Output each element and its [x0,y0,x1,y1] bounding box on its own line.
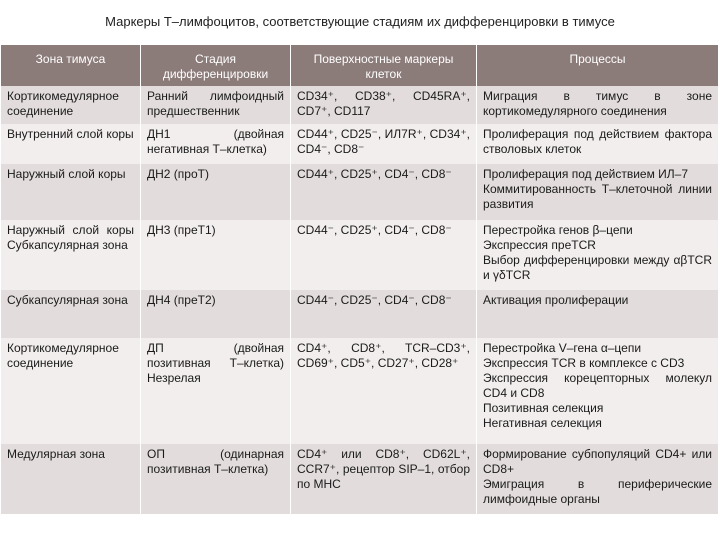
cell-stage: ДП (двойная позитивная Т–клетка) Незрелая [141,338,291,444]
cell-stage: ДН2 (проТ) [141,164,291,220]
process-line: Миграция в тимус в зоне кортикомедулярного соединения [483,89,712,118]
process-line: Активация пролиферации [483,293,629,307]
cell-zone: Наружный слой коры Субкапсулярная зона [1,220,141,290]
process-line: Коммитированность Т–клеточной линии развития [483,182,712,211]
cell-markers: CD44⁺, CD25⁺, CD4⁻, CD8⁻ [291,164,477,220]
process-line: Пролиферация под действием ИЛ–7 [483,167,689,181]
cell-zone: Наружный слой коры [1,164,141,220]
table-row [1,444,719,514]
header-stage: Стадия дифференцировки [141,45,291,86]
cell-processes [477,164,719,220]
process-line: Пролиферация под действием фактора стволовых клеток [483,127,712,156]
process-line: Эмиграция в периферические лимфоидные органы [483,477,712,506]
cell-markers: CD44⁻, CD25⁺, CD4⁻, CD8⁻ [291,220,477,290]
cell-processes [477,86,719,124]
cell-processes [477,220,719,290]
cell-processes [477,444,719,514]
cell-stage: ОП (одинарная позитивная Т–клетка) [141,444,291,514]
header-zone: Зона тимуса [1,45,141,86]
cell-markers: CD44⁺, CD25⁻, ИЛ7R⁺, CD34⁺, CD4⁻, CD8⁻ [291,124,477,164]
cell-markers: CD34⁺, CD38⁺, CD45RA⁺, CD7⁺, CD117 [291,86,477,124]
cell-zone: Медулярная зона [1,444,141,514]
process-line: Экспрессия корецепторных молекул CD4 и CD8 [483,371,712,400]
header-processes: Процессы [477,45,719,86]
cell-processes [477,290,719,338]
process-line: Перестройка генов β–цепи [483,223,633,237]
cell-zone: Кортикомедулярное соединение [1,86,141,124]
table-header-row [1,45,719,86]
cell-zone: Субкапсулярная зона [1,290,141,338]
process-line: Перестройка V–гена α–цепи [483,341,642,355]
table-row [1,164,719,220]
table-row [1,338,719,444]
table-row [1,124,719,164]
table-row [1,220,719,290]
cell-processes [477,124,719,164]
table-row [1,290,719,338]
process-line: Экспрессия TCR в комплексе с CD3 [483,356,685,370]
header-markers: Поверхностные маркеры клеток [291,45,477,86]
cell-markers: CD4⁺ или CD8⁺, CD62L⁺, CCR7⁺, рецептор SIP–1, отбор по MHC [291,444,477,514]
cell-markers: CD4⁺, CD8⁺, TCR–CD3⁺, CD69⁺, CD5⁺, CD27⁺, CD28⁺ [291,338,477,444]
cell-markers: CD44⁻, CD25⁻, CD4⁻, CD8⁻ [291,290,477,338]
process-line: Выбор дифференцировки между αβTCR и γδTCR [483,253,712,282]
slide-title: Маркеры Т–лимфоцитов, соответствующие стадиям их дифференцировки в тимусе [105,14,615,29]
cell-stage: ДН4 (преТ2) [141,290,291,338]
process-line: Экспрессия преTCR [483,238,596,252]
cell-stage: ДН3 (преТ1) [141,220,291,290]
process-line: Позитивная селекция [483,401,604,415]
cell-zone: Кортикомедулярное соединение [1,338,141,444]
table-row [1,86,719,124]
cell-stage: ДН1 (двойная негативная Т–клетка) [141,124,291,164]
cell-zone: Внутренний слой коры [1,124,141,164]
process-line: Формирование субпопуляций CD4+ или CD8+ [483,447,712,476]
cell-processes [477,338,719,444]
markers-table [0,45,719,514]
process-line: Негативная селекция [483,416,602,430]
cell-stage: Ранний лимфоидный предшественник [141,86,291,124]
